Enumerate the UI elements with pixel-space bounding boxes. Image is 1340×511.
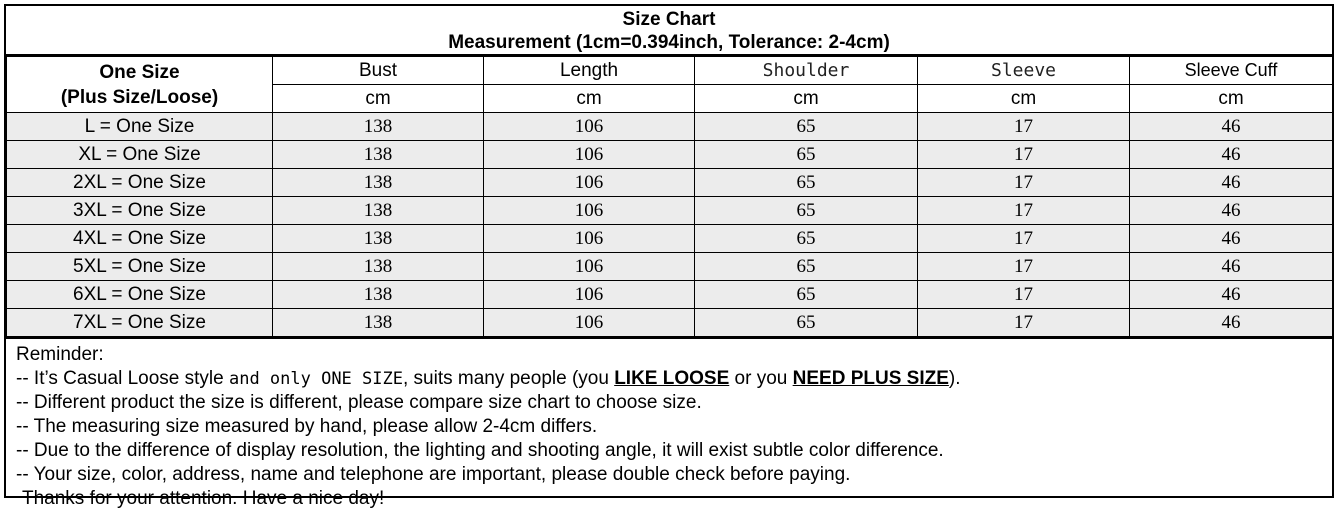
length-value: 106 (484, 197, 695, 225)
reminder-notes (6, 337, 1332, 511)
table-row (7, 169, 1333, 197)
col-header-sleeve: Sleeve (918, 57, 1130, 85)
length-value: 106 (484, 141, 695, 169)
length-value: 106 (484, 113, 695, 141)
size-label: 6XL = One Size (7, 281, 273, 309)
length-value: 106 (484, 253, 695, 281)
size-chart-sheet (4, 4, 1334, 509)
length-value: 106 (484, 169, 695, 197)
thanks-line: Thanks for your attention. Have a nice day! (22, 488, 385, 509)
title-block (6, 6, 1332, 56)
sleeve-value: 17 (918, 113, 1130, 141)
sleeve-cuff-value: 46 (1130, 113, 1333, 141)
reminder-line-4: -- Due to the difference of display resolution, the lighting and shooting angle, it will exist subtle color difference. (16, 440, 944, 461)
bust-value: 138 (273, 113, 484, 141)
unit-shoulder: cm (695, 85, 918, 113)
shoulder-value: 65 (695, 253, 918, 281)
length-value: 106 (484, 281, 695, 309)
bust-value: 138 (273, 253, 484, 281)
sleeve-value: 17 (918, 141, 1130, 169)
shoulder-value: 65 (695, 225, 918, 253)
table-row (7, 253, 1333, 281)
shoulder-value: 65 (695, 113, 918, 141)
col-header-shoulder: Shoulder (695, 57, 918, 85)
size-label: XL = One Size (7, 141, 273, 169)
sleeve-value: 17 (918, 225, 1130, 253)
unit-length: cm (484, 85, 695, 113)
sleeve-value: 17 (918, 197, 1130, 225)
table-row (7, 225, 1333, 253)
chart-subtitle: Measurement (1cm=0.394inch, Tolerance: 2-4cm) (448, 32, 890, 53)
size-label: 5XL = One Size (7, 253, 273, 281)
size-table (6, 56, 1333, 337)
size-label: 4XL = One Size (7, 225, 273, 253)
shoulder-value: 65 (695, 197, 918, 225)
reminder-line-1 (16, 367, 1332, 391)
sleeve-value: 17 (918, 309, 1130, 337)
bust-value: 138 (273, 141, 484, 169)
chart-title: Size Chart (622, 9, 716, 30)
like-loose-emphasis: LIKE LOOSE (614, 368, 730, 389)
size-label: 2XL = One Size (7, 169, 273, 197)
length-value: 106 (484, 309, 695, 337)
table-row (7, 197, 1333, 225)
shoulder-value: 65 (695, 281, 918, 309)
reminder-heading: Reminder: (16, 344, 104, 365)
size-column-header (7, 57, 273, 113)
sleeve-value: 17 (918, 281, 1130, 309)
table-row (7, 309, 1333, 337)
need-plus-size-emphasis: NEED PLUS SIZE (792, 368, 949, 389)
size-header-line1: One Size (99, 61, 180, 83)
reminder-line-1-part-e: or you (729, 368, 793, 389)
sleeve-cuff-value: 46 (1130, 309, 1333, 337)
shoulder-value: 65 (695, 141, 918, 169)
sleeve-value: 17 (918, 169, 1130, 197)
size-label: 7XL = One Size (7, 309, 273, 337)
bust-value: 138 (273, 309, 484, 337)
reminder-line-1-part-a: -- It’s Casual Loose style (16, 368, 229, 389)
bust-value: 138 (273, 281, 484, 309)
reminder-line-1-part-c: , suits many people (you (402, 368, 615, 389)
unit-sleeve-cuff: cm (1130, 85, 1333, 113)
sleeve-cuff-value: 46 (1130, 169, 1333, 197)
reminder-line-1-one-size: and only ONE SIZE (228, 369, 403, 389)
shoulder-value: 65 (695, 169, 918, 197)
col-header-length: Length (484, 57, 695, 85)
size-header-line2: (Plus Size/Loose) (60, 86, 219, 108)
bust-value: 138 (273, 225, 484, 253)
col-header-bust: Bust (273, 57, 484, 85)
bust-value: 138 (273, 197, 484, 225)
size-label: L = One Size (7, 113, 273, 141)
table-row (7, 141, 1333, 169)
reminder-line-2: -- Different product the size is different, please compare size chart to choose size. (16, 392, 702, 413)
sleeve-cuff-value: 46 (1130, 281, 1333, 309)
reminder-line-1-part-g: ). (948, 368, 961, 389)
unit-bust: cm (273, 85, 484, 113)
sleeve-cuff-value: 46 (1130, 141, 1333, 169)
col-header-sleeve-cuff: Sleeve Cuff (1130, 57, 1333, 85)
reminder-line-3: -- The measuring size measured by hand, please allow 2-4cm differs. (16, 416, 598, 437)
sleeve-cuff-value: 46 (1130, 197, 1333, 225)
sleeve-value: 17 (918, 253, 1130, 281)
size-label: 3XL = One Size (7, 197, 273, 225)
length-value: 106 (484, 225, 695, 253)
table-row (7, 113, 1333, 141)
header-row-names (7, 57, 1333, 85)
bust-value: 138 (273, 169, 484, 197)
table-row (7, 281, 1333, 309)
reminder-line-5: -- Your size, color, address, name and telephone are important, please double check before paying. (16, 464, 851, 485)
unit-sleeve: cm (918, 85, 1130, 113)
sleeve-cuff-value: 46 (1130, 225, 1333, 253)
shoulder-value: 65 (695, 309, 918, 337)
sleeve-cuff-value: 46 (1130, 253, 1333, 281)
